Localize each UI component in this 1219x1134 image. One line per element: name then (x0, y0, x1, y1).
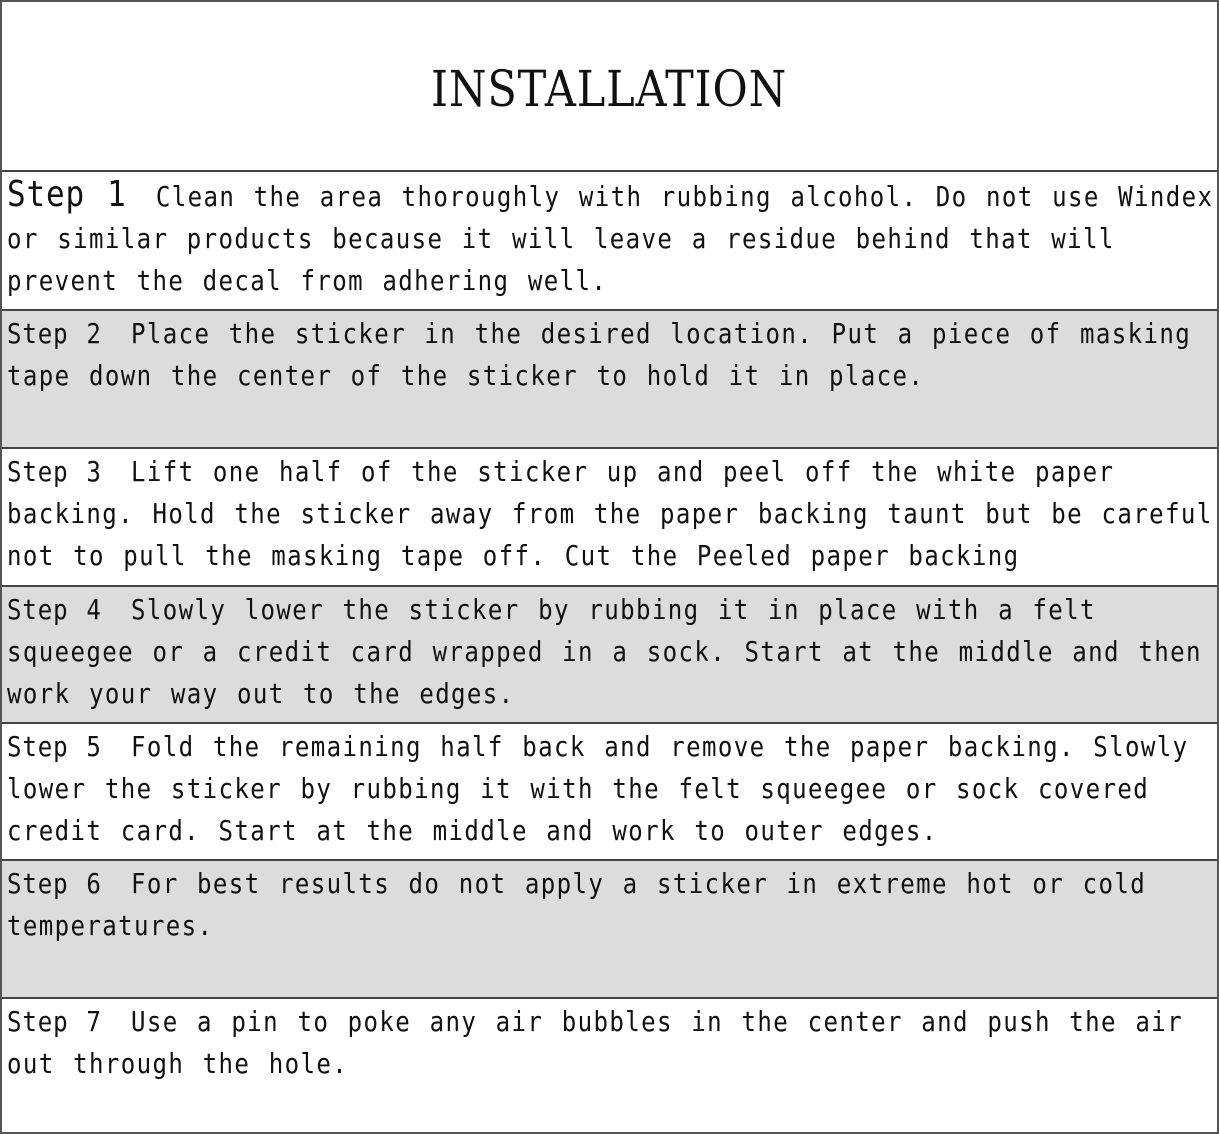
step-5-text (7, 726, 1214, 852)
step-1-text (7, 174, 1214, 302)
step-4 (2, 587, 1217, 724)
step-4-description: Slowly lower the sticker by rubbing it in place with a felt squeegee or a credit card wrapped in a sock. Start at the middle and then work your way out to the edges. (7, 593, 1202, 710)
step-6-text (7, 863, 1214, 947)
step-2 (2, 311, 1217, 449)
step-4-label: Step 4 (7, 593, 102, 626)
step-2-label: Step 2 (7, 317, 102, 350)
step-5 (2, 724, 1217, 861)
step-3-text (7, 451, 1214, 577)
step-4-text (7, 589, 1214, 715)
step-1-description: Clean the area thoroughly with rubbing alcohol. Do not use Windex or similar products because it will leave a residue behind that will prevent the decal from adhering well. (7, 180, 1214, 297)
step-3-label: Step 3 (7, 455, 102, 488)
step-2-description: Place the sticker in the desired location. Put a piece of masking tape down the center of the sticker to hold it in place. (7, 317, 1192, 392)
step-2-text (7, 313, 1214, 397)
step-5-label: Step 5 (7, 730, 102, 763)
step-7 (2, 999, 1217, 1132)
step-7-text (7, 1001, 1214, 1085)
step-3-description: Lift one half of the sticker up and peel off the white paper backing. Hold the sticker away from the paper backing taunt but be careful not to pull the masking tape off. Cut the Peeled paper backing (7, 455, 1213, 572)
step-3 (2, 449, 1217, 587)
step-7-description: Use a pin to poke any air bubbles in the center and push the air out through the hole. (7, 1005, 1183, 1080)
page-title: INSTALLATION (431, 60, 788, 118)
step-1-label: Step 1 (7, 174, 127, 215)
step-1 (2, 172, 1217, 311)
step-6-description: For best results do not apply a sticker in extreme hot or cold temperatures. (7, 867, 1147, 942)
step-7-label: Step 7 (7, 1005, 102, 1038)
step-5-description: Fold the remaining half back and remove the paper backing. Slowly lower the sticker by rubbing it with the felt squeegee or sock covered credit card. Start at the middle and work to outer edges. (7, 730, 1189, 847)
title-row (2, 2, 1217, 172)
step-6-label: Step 6 (7, 867, 102, 900)
step-6 (2, 861, 1217, 999)
